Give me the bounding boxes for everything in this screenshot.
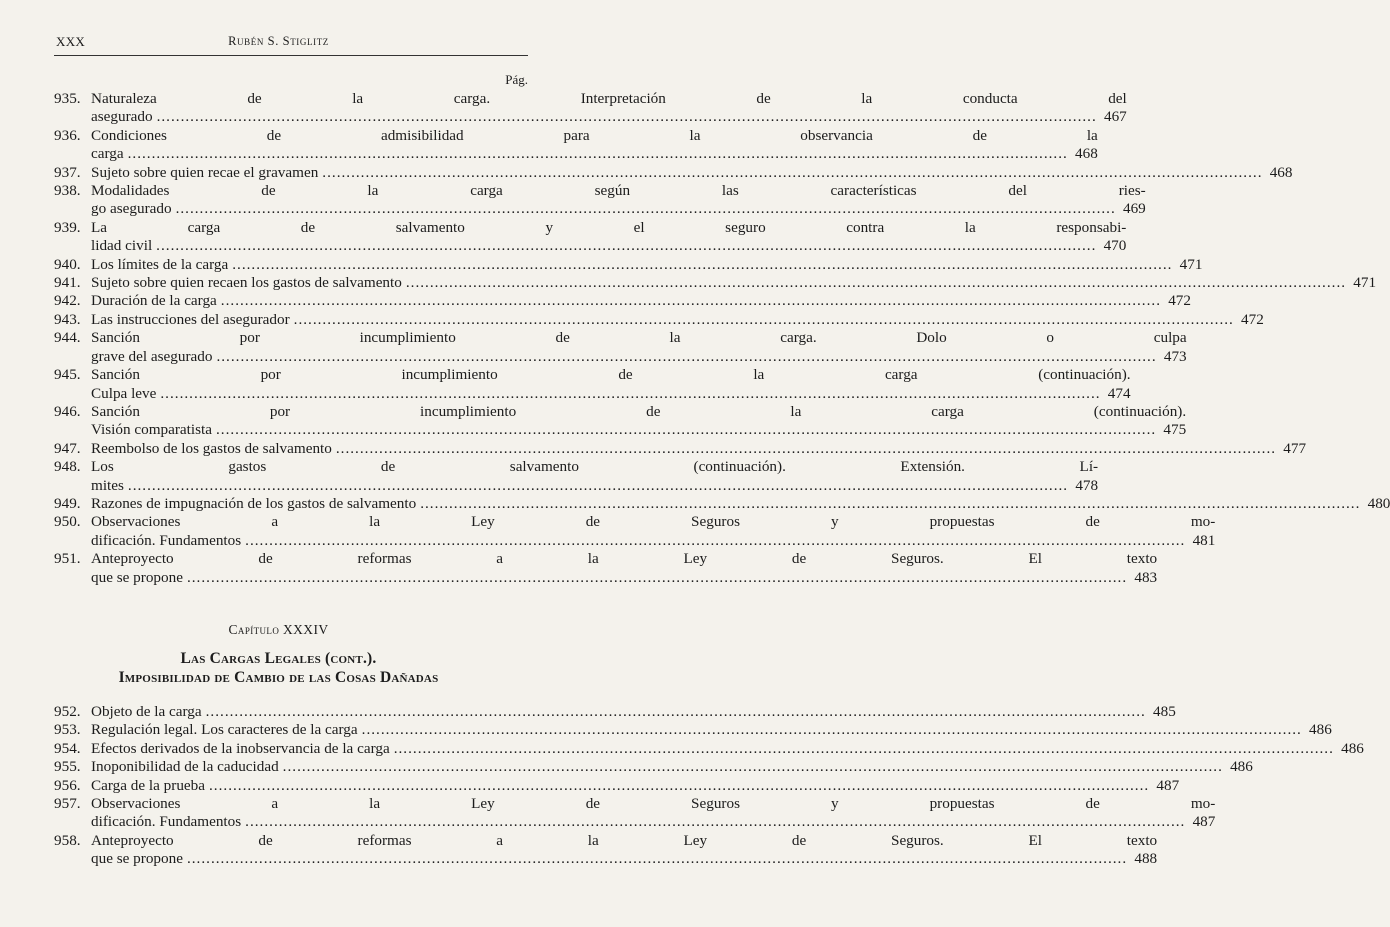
toc-entry-body bbox=[91, 758, 1253, 776]
toc-entry-body bbox=[91, 832, 1157, 869]
toc-entry-title-line: Sanción por incumplimiento de la carga (continuación). bbox=[91, 402, 1187, 420]
toc-entry-page: 477 bbox=[1283, 439, 1307, 457]
toc-entry-page: 487 bbox=[1156, 776, 1180, 794]
dot-leader bbox=[216, 348, 1156, 366]
toc-entry-body bbox=[91, 440, 1306, 458]
toc-list-chapter-xxxiii bbox=[54, 90, 1390, 587]
toc-entry-final-line bbox=[91, 477, 1098, 495]
toc-entry-body bbox=[91, 795, 1215, 832]
toc-entry-final-line bbox=[91, 569, 1157, 587]
toc-entry-final-line bbox=[91, 532, 1215, 550]
toc-entry-number: 940. bbox=[54, 255, 81, 273]
toc-entry bbox=[54, 703, 1176, 721]
running-header bbox=[0, 34, 557, 54]
dot-leader bbox=[156, 237, 1096, 255]
toc-entry-number: 939. bbox=[54, 218, 81, 236]
toc-entry bbox=[54, 831, 1158, 869]
chapter-number: Capítulo XXXIV bbox=[228, 622, 329, 637]
toc-entry-final-line bbox=[91, 703, 1176, 721]
toc-entry-title-end: go asegurado bbox=[91, 200, 172, 218]
toc-entry bbox=[54, 90, 1127, 127]
toc-entry-page: 468 bbox=[1269, 163, 1293, 181]
toc-entry-title-end: Sujeto sobre quien recaen los gastos de salvamento bbox=[91, 274, 402, 292]
toc-entry-title-end: Regulación legal. Los caracteres de la carga bbox=[91, 721, 358, 739]
toc-entry-number: 945. bbox=[54, 366, 81, 384]
chapter-title-line-2: Imposibilidad de Cambio de las Cosas Dañadas bbox=[118, 669, 439, 686]
dot-leader bbox=[420, 495, 1360, 513]
toc-entry-final-line bbox=[91, 164, 1292, 182]
dot-leader bbox=[221, 292, 1161, 310]
toc-entry-number: 937. bbox=[54, 163, 81, 181]
toc-entry-title-end: carga bbox=[91, 145, 124, 163]
toc-entry-final-line bbox=[91, 385, 1131, 403]
toc-entry-page: 472 bbox=[1168, 292, 1191, 310]
toc-entry-final-line bbox=[91, 495, 1390, 513]
toc-entry-number: 954. bbox=[54, 739, 81, 757]
toc-entry-final-line bbox=[91, 758, 1253, 776]
toc-entry bbox=[54, 366, 1131, 403]
toc-entry-number: 946. bbox=[54, 402, 81, 420]
toc-entry bbox=[54, 550, 1158, 587]
dot-leader bbox=[128, 145, 1068, 163]
toc-entry-body bbox=[91, 550, 1157, 587]
toc-entry-title-line: Modalidades de la carga según las características del ries- bbox=[91, 182, 1146, 200]
toc-entry-page: 468 bbox=[1075, 145, 1098, 163]
toc-entry-body bbox=[91, 513, 1215, 550]
toc-entry-final-line bbox=[91, 200, 1146, 218]
toc-entry-body bbox=[91, 164, 1292, 182]
toc-entry-page: 471 bbox=[1179, 255, 1203, 273]
toc-entry-number: 950. bbox=[54, 513, 81, 531]
dot-leader bbox=[336, 440, 1276, 458]
toc-entry-body bbox=[91, 90, 1127, 127]
dot-leader bbox=[406, 274, 1346, 292]
toc-entry-final-line bbox=[91, 421, 1186, 439]
toc-entry-number: 953. bbox=[54, 721, 81, 739]
dot-leader bbox=[187, 569, 1127, 587]
toc-entry bbox=[54, 721, 1332, 739]
dot-leader bbox=[160, 385, 1100, 403]
toc-entry bbox=[54, 458, 1099, 495]
toc-entry-page: 467 bbox=[1103, 108, 1127, 126]
toc-entry-page: 486 bbox=[1230, 758, 1253, 776]
toc-entry-body bbox=[91, 740, 1364, 758]
toc-entry-title-line: Condiciones de admisibilidad para la observancia de la bbox=[91, 126, 1098, 144]
toc-entry-number: 957. bbox=[54, 795, 81, 813]
toc-entry-title-end: Visión comparatista bbox=[91, 421, 212, 439]
toc-entry-title-line: Sanción por incumplimiento de la carga. Dolo o culpa bbox=[91, 329, 1187, 347]
toc-entry-final-line bbox=[91, 348, 1187, 366]
toc-entry-page: 488 bbox=[1134, 850, 1158, 868]
toc-entry-page: 471 bbox=[1353, 274, 1377, 292]
toc-entry-title-line: Los gastos de salvamento (continuación). Extensión. Lí- bbox=[91, 458, 1099, 476]
toc-entry-final-line bbox=[91, 108, 1127, 126]
header-rule bbox=[54, 55, 528, 56]
toc-entry-title-end: Culpa leve bbox=[91, 384, 157, 402]
dot-leader bbox=[216, 421, 1156, 439]
dot-leader bbox=[362, 721, 1302, 739]
toc-entry-title-end: dificación. Fundamentos bbox=[91, 531, 242, 549]
toc-entry-body bbox=[91, 256, 1202, 274]
toc-entry-number: 948. bbox=[54, 458, 81, 476]
toc-entry-title-end: Las instrucciones del asegurador bbox=[91, 310, 290, 328]
toc-entry-final-line bbox=[91, 292, 1191, 310]
toc-entry-number: 941. bbox=[54, 274, 81, 292]
toc-entry bbox=[54, 739, 1364, 758]
dot-leader bbox=[283, 758, 1223, 776]
toc-entry-number: 951. bbox=[54, 550, 81, 568]
toc-entry-number: 952. bbox=[54, 703, 81, 720]
toc-entry-title-end: Sujeto sobre quien recae el gravamen bbox=[91, 163, 319, 181]
toc-entry-title-end: Inoponibilidad de la caducidad bbox=[91, 758, 279, 776]
toc-entry-title-line: Naturaleza de la carga. Interpretación de la conducta del bbox=[91, 90, 1127, 107]
toc-entry-page: 486 bbox=[1309, 721, 1332, 739]
toc-entry-page: 469 bbox=[1122, 200, 1146, 218]
chapter-title-line-1: Las Cargas Legales (cont.). bbox=[180, 650, 377, 667]
dot-leader bbox=[187, 850, 1127, 868]
toc-entry-title-line: La carga de salvamento y el seguro contra la responsabi- bbox=[91, 218, 1127, 236]
toc-entry-page: 474 bbox=[1107, 384, 1131, 402]
toc-entry bbox=[54, 310, 1264, 329]
toc-entry-final-line bbox=[91, 777, 1179, 795]
dot-leader bbox=[294, 311, 1234, 329]
toc-entry-title-line: Sanción por incumplimiento de la carga (continuación). bbox=[91, 366, 1131, 384]
toc-entry-page: 487 bbox=[1192, 813, 1216, 831]
toc-entry-number: 949. bbox=[54, 494, 81, 512]
toc-entry bbox=[54, 402, 1187, 440]
toc-entry bbox=[54, 439, 1307, 458]
dot-leader bbox=[209, 777, 1149, 795]
toc-entry-body bbox=[91, 495, 1390, 513]
toc-entry bbox=[54, 494, 1390, 513]
toc-entry-title-end: Razones de impugnación de los gastos de salvamento bbox=[91, 494, 417, 512]
dot-leader bbox=[245, 532, 1185, 550]
toc-entry-body bbox=[91, 219, 1126, 256]
toc-entry-title-end: Reembolso de los gastos de salvamento bbox=[91, 439, 332, 457]
toc-entry-page: 486 bbox=[1341, 739, 1364, 757]
toc-entry-body bbox=[91, 703, 1176, 721]
toc-entry-title-end: que se propone bbox=[91, 568, 183, 586]
toc-entry-page: 480 bbox=[1367, 494, 1390, 512]
toc-entry-number: 958. bbox=[54, 831, 81, 849]
toc-entry-body bbox=[91, 458, 1098, 495]
toc-entry-final-line bbox=[91, 256, 1202, 274]
toc-entry-title-line: Anteproyecto de reformas a la Ley de Seguros. El texto bbox=[91, 550, 1158, 568]
toc-entry bbox=[54, 182, 1146, 219]
toc-entry-number: 944. bbox=[54, 329, 81, 347]
toc-entry-final-line bbox=[91, 274, 1376, 292]
running-head-author: Rubén S. Stiglitz bbox=[228, 34, 329, 48]
dot-leader bbox=[206, 703, 1146, 721]
toc-entry-page: 481 bbox=[1192, 531, 1216, 549]
toc-entry-final-line bbox=[91, 440, 1306, 458]
toc-entry-title-line: Observaciones a la Ley de Seguros y propuestas de mo- bbox=[91, 795, 1216, 813]
toc-entry-title-end: Los límites de la carga bbox=[91, 255, 229, 273]
dot-leader bbox=[232, 256, 1172, 274]
toc-entry-body bbox=[91, 311, 1264, 329]
dot-leader bbox=[394, 740, 1334, 758]
toc-entry-body bbox=[91, 721, 1332, 739]
toc-entry-final-line bbox=[91, 311, 1264, 329]
toc-entry-final-line bbox=[91, 145, 1098, 163]
toc-entry-number: 955. bbox=[54, 758, 81, 776]
toc-entry bbox=[54, 776, 1180, 795]
toc-entry-final-line bbox=[91, 850, 1157, 868]
toc-entry-body bbox=[91, 292, 1191, 310]
dot-leader bbox=[157, 108, 1097, 126]
page-column-label: Pág. bbox=[505, 72, 528, 87]
toc-entry-title-end: Objeto de la carga bbox=[91, 703, 202, 720]
toc-entry-page: 473 bbox=[1163, 347, 1187, 365]
dot-leader bbox=[176, 200, 1116, 218]
toc-entry-page: 483 bbox=[1134, 568, 1158, 586]
toc-entry bbox=[54, 163, 1293, 182]
dot-leader bbox=[128, 477, 1068, 495]
toc-entry-body bbox=[91, 127, 1098, 164]
toc-entry-page: 472 bbox=[1241, 310, 1264, 328]
toc-entry-number: 935. bbox=[54, 90, 81, 107]
toc-entry-number: 938. bbox=[54, 182, 81, 200]
dot-leader bbox=[322, 164, 1262, 182]
toc-entry bbox=[54, 513, 1216, 550]
toc-entry bbox=[54, 255, 1203, 274]
toc-entry bbox=[54, 218, 1127, 256]
toc-entry-title-end: lidad civil bbox=[91, 237, 153, 255]
toc-entry-page: 475 bbox=[1163, 421, 1187, 439]
toc-entry-title-line: Anteproyecto de reformas a la Ley de Seguros. El texto bbox=[91, 831, 1158, 849]
toc-entry-title-end: Duración de la carga bbox=[91, 292, 217, 310]
toc-entry-page: 485 bbox=[1153, 703, 1176, 720]
page-number-roman: XXX bbox=[56, 34, 86, 49]
toc-entry-title-end: Efectos derivados de la inobservancia de la carga bbox=[91, 739, 390, 757]
toc-entry bbox=[54, 126, 1098, 164]
toc-entry-title-end: Carga de la prueba bbox=[91, 776, 205, 794]
toc-entry bbox=[54, 292, 1191, 310]
toc-entry-title-line: Observaciones a la Ley de Seguros y propuestas de mo- bbox=[91, 513, 1216, 531]
toc-entry-title-end: dificación. Fundamentos bbox=[91, 813, 242, 831]
toc-entry-final-line bbox=[91, 721, 1332, 739]
toc-entry-number: 956. bbox=[54, 776, 81, 794]
toc-entry-final-line bbox=[91, 813, 1215, 831]
toc-entry-body bbox=[91, 329, 1187, 366]
toc-entry-body bbox=[91, 403, 1186, 440]
toc-entry-title-end: mites bbox=[91, 476, 124, 494]
toc-entry-title-end: grave del asegurado bbox=[91, 347, 213, 365]
toc-entry-number: 943. bbox=[54, 310, 81, 328]
toc-entry-title-end: asegurado bbox=[91, 108, 153, 126]
dot-leader bbox=[245, 813, 1185, 831]
toc-entry-final-line bbox=[91, 237, 1126, 255]
toc-entry-number: 947. bbox=[54, 439, 81, 457]
toc-entry bbox=[54, 795, 1216, 832]
toc-entry-number: 936. bbox=[54, 126, 81, 144]
toc-entry bbox=[54, 758, 1253, 776]
toc-entry bbox=[54, 329, 1187, 366]
toc-entry-page: 470 bbox=[1103, 237, 1127, 255]
toc-entry-body bbox=[91, 182, 1146, 219]
toc-entry-final-line bbox=[91, 740, 1364, 758]
toc-entry-number: 942. bbox=[54, 292, 81, 310]
toc-entry-body bbox=[91, 777, 1179, 795]
toc-entry bbox=[54, 274, 1377, 292]
toc-entry-title-end: que se propone bbox=[91, 850, 183, 868]
toc-entry-body bbox=[91, 274, 1376, 292]
toc-list-chapter-xxxiv bbox=[54, 703, 1364, 869]
toc-entry-body bbox=[91, 366, 1131, 403]
toc-entry-page: 478 bbox=[1075, 476, 1099, 494]
